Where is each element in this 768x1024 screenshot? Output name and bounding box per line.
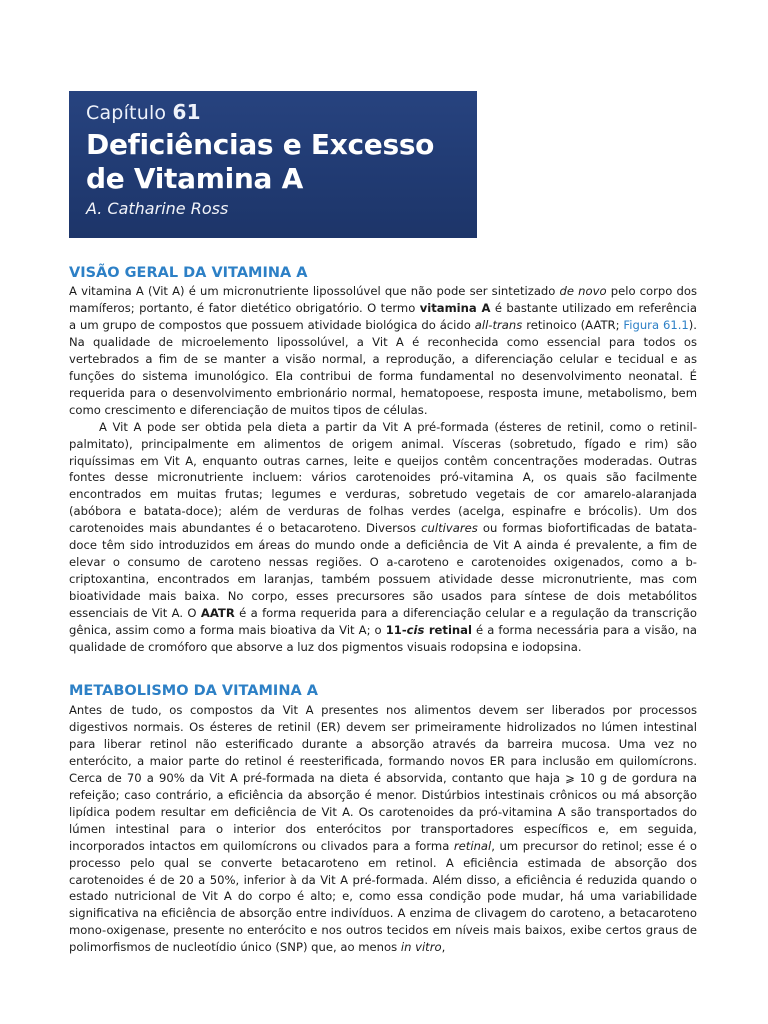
italic-term: de novo: [559, 284, 607, 298]
section-metabolism-body: [69, 702, 697, 956]
text-run: A Vit A pode ser obtida pela dieta a partir da Vit A pré-formada (ésteres de retinil, como o retinil-palmitato), principalmente em alimentos de origem animal. Vísceras (sobretudo, fígado e rim) são riquíssimas em Vit A, enquanto outras carnes, leite e queijos contêm concentrações moderadas. Outras fontes desse micronutriente incluem: vários carotenoides pró-vitamina A, os quais são facilmente encontrados em muitas frutas; legumes e verduras, sobretudo vegetais de cor amarelo-alaranjada (abóbora e batata-doce); além de verduras de folhas verdes (acelga, espinafre e brócolis). Um dos carotenoides mais abundantes é o betacaroteno. Diversos: [69, 419, 697, 536]
bold-term: vitamina A: [419, 300, 491, 315]
chapter-title-line1: Deficiências e Excesso: [86, 128, 435, 161]
text-run: retinoico (AATR;: [522, 317, 624, 332]
italic-term: all-trans: [474, 317, 523, 332]
chapter-title-line2: de Vitamina A: [86, 162, 303, 195]
section-overview-body: [69, 283, 697, 656]
bold-term: AATR: [200, 606, 235, 621]
text-run: ,: [441, 940, 446, 955]
italic-term: in vitro: [400, 940, 442, 955]
text-run: 11-: [385, 623, 407, 638]
chapter-title: [86, 128, 477, 196]
section-heading-metabolism: METABOLISMO DA VITAMINA A: [69, 683, 318, 699]
italic-term: cis: [406, 623, 425, 638]
bold-term: [386, 623, 472, 637]
italic-term: cultivares: [421, 521, 478, 536]
section-heading-overview: VISÃO GERAL DA VITAMINA A: [69, 265, 308, 281]
chapter-author: A. Catharine Ross: [86, 199, 229, 218]
text-run: retinal: [424, 623, 472, 638]
text-run: Antes de tudo, os compostos da Vit A presentes nos alimentos devem ser liberados por processos digestivos normais. Os ésteres de retinil (ER) devem ser primeiramente hidrolizados no lúmen intestinal para liberar retinol não esterificado durante a absorção através da barreira mucosa. Uma vez no enterócito, a maior parte do retinol é reesterificada, formando novos ER para inclusão em quilomícrons. Cerca de 70 a 90% da Vit A pré-formada na dieta é absorvida, contanto que haja ⩾ 10 g de gordura na refeição; caso contrário, a eficiência da absorção é menor. Distúrbios intestinais crônicos ou má absorção lipídica podem resultar em deficiência de Vit A. Os carotenoides da pró-vitamina A são transportados do lúmen intestinal para o interior dos enterócitos por transportadores específicos e, em seguida, incorporados intactos em quilomícrons ou clivados para a forma: [69, 703, 697, 853]
italic-term: retinal: [453, 838, 492, 853]
figure-link[interactable]: Figura 61.1: [623, 317, 689, 332]
text-run: é a forma requerida para a diferenciação celular e a regulação da transcrição gênica, assim como a forma mais bioativa da Vit A; o: [69, 606, 698, 638]
text-run: pelo corpo dos mamíferos; portanto, é fator dietético obrigatório. O termo: [69, 284, 698, 315]
chapter-label: [86, 101, 477, 125]
text-run: é a forma necessária para a visão, na qualidade de cromóforo que absorve a luz dos pigmentos visuais rodopsina e iodopsina.: [69, 623, 697, 655]
paragraph: [69, 702, 697, 956]
chapter-header-banner: [69, 91, 477, 238]
text-run: A vitamina A (Vit A) é um micronutriente lipossolúvel que não pode ser sintetizado: [69, 284, 560, 298]
text-run: ou formas biofortificadas de batata-doce têm sido introduzidos em áreas do mundo onde a deficiência de Vit A ainda é prevalente, a fim de elevar o consumo de caroteno nessas regiões. O a-caroteno e carotenoides oxigenados, como a b-criptoxantina, encontrados em laranjas, também possuem atividade desse micronutriente, mas com bioatividade mais baixa. No corpo, esses precursores são usados para síntese de dois metabólitos essenciais de Vit A. O: [69, 521, 697, 621]
chapter-number: 61: [172, 100, 201, 124]
paragraph: [69, 283, 697, 419]
text-run: ). Na qualidade de microelemento lipossolúvel, a Vit A é reconhecida como essencial para todos os vertebrados a fim de se manter a visão normal, a reprodução, a diferenciação celular e tecidual e as funções do sistema imunológico. Ela contribui de forma fundamental no desenvolvimento neonatal. É requerida para o desenvolvimento embrionário normal, hematopoese, resposta imune, metabolismo, bem como crescimento e diferenciação de muitos tipos de células.: [69, 317, 697, 417]
text-run: é bastante utilizado em referência a um grupo de compostos que possuem atividade biológica do ácido: [69, 300, 697, 332]
chapter-word: Capítulo: [86, 102, 167, 124]
text-run: , um precursor do retinol; esse é o processo pelo qual se converte betacaroteno em retinol. A eficiência estimada de absorção dos carotenoides é de 20 a 50%, inferior à da Vit A pré-formada. Além disso, a eficiência é reduzida quando o estado nutricional de Vit A do corpo é alto; e, como essa condição pode mudar, há uma variabilidade significativa na eficiência de absorção entre indivíduos. A enzima de clivagem do caroteno, a betacaroteno mono-oxigenase, presente no enterócito e nos outros tecidos em níveis mais baixos, exibe certos graus de polimorfismos de nucleotídio único (SNP) que, ao menos: [69, 838, 697, 955]
paragraph: [69, 419, 697, 656]
